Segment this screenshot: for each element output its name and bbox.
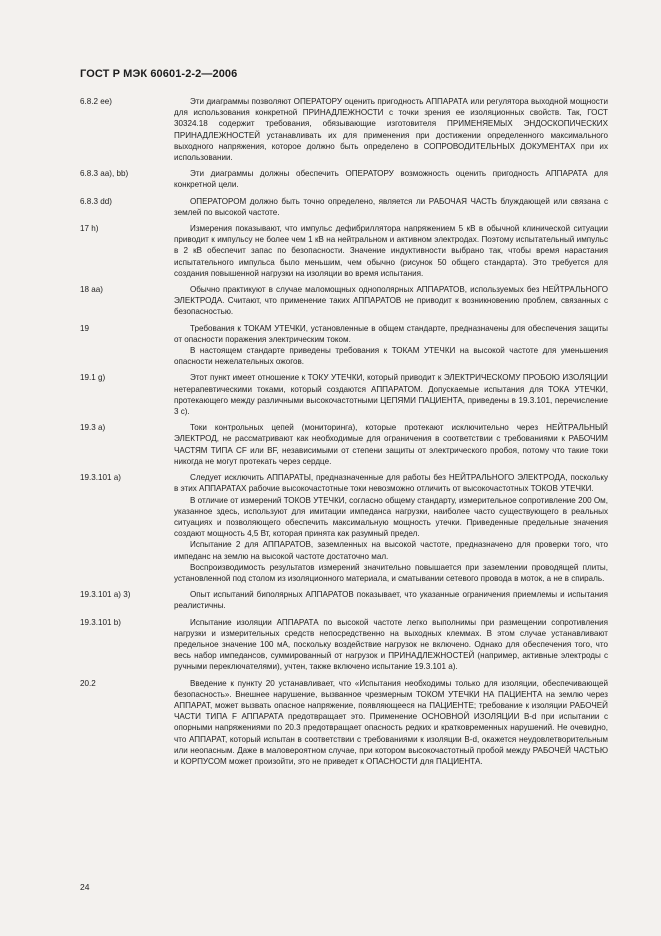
clause-number: 19.3.101 b): [80, 617, 121, 627]
clause-entry: [80, 422, 608, 467]
paragraph: Измерения показывают, что импульс дефибриллятора напряжением 5 кВ в обычной клинической ситуации приводит к импульсу не более чем 1 кВ на нейтральном и активном электродах. Поэтому испытательный импульс в 2 кВ обеспечит запас по безопасности. Значение индуктивности выбрано так, чтобы время нарастания испытательного импульса было меньшим, чем обычно (рисунок 50 общего стандарта). Это требуется для создания повышенной нагрузки на изоляции во время испытания.: [174, 224, 608, 278]
clause-number: 6.8.2 ee): [80, 97, 112, 106]
clause-text: [174, 223, 608, 279]
paragraph: Воспроизводимость результатов измерений значительно повышается при заземлении проводящей плиты, установленной под столом из изоляционного материала, и сматывании сетевого провода в моток, а не в спираль.: [174, 562, 608, 583]
clause-number: 18 aa): [80, 285, 103, 295]
clause-number: 19.3 a): [80, 423, 106, 433]
clause-number: 19.3.101 a) 3): [80, 590, 131, 600]
clause-entry: [80, 96, 608, 163]
clause-text: [174, 323, 608, 368]
clause-number: 6.8.3 dd): [80, 196, 112, 206]
clause-entry: [80, 196, 608, 218]
paragraph: Этот пункт имеет отношение к ТОКУ УТЕЧКИ, который приводит к ЭЛЕКТРИЧЕСКОМУ ПРОБОЮ ИЗОЛЯЦИИ нетерапевтическими токами, который создаются АППАРАТОМ. Допускаемые испытания для ТОКА УТЕЧКИ, протекающего между различными высокочастотными ЦЕПЯМИ ПАЦИЕНТА, приведены в 19.3.101, перечисление 3 с).: [174, 373, 608, 417]
paragraph: Опыт испытаний биполярных АППАРАТОВ показывает, что указанные ограничения приемлемы и испытания реалистичны.: [174, 590, 608, 611]
clause-number: 19: [80, 323, 90, 333]
page-number: 24: [80, 882, 90, 892]
paragraph: Обычно практикуют в случае маломощных однополярных АППАРАТОВ, используемых без НЕЙТРАЛЬНОГО ЭЛЕКТРОДА. Считают, что применение таких АППАРАТОВ не приводит к возникновению проблем, связанных с безопасностью.: [174, 285, 608, 317]
clause-number: 19.1 g): [80, 373, 106, 383]
paragraph: Требования к ТОКАМ УТЕЧКИ, установленные в общем стандарте, предназначены для обеспечения защиты от опасности поражения электрическим током.: [174, 323, 608, 344]
clause-text: [174, 472, 608, 584]
paragraph: В настоящем стандарте приведены требования к ТОКАМ УТЕЧКИ на высокой частоте для уменьшения опасности нежелательных ожогов.: [174, 346, 608, 367]
clause-entry: [80, 372, 608, 417]
paragraph: Следует исключить АППАРАТЫ, предназначенные для работы без НЕЙТРАЛЬНОГО ЭЛЕКТРОДА, поскольку в этих АППАРАТАХ рабочие высокочастотные токи невозможно отличить от высокочастотных ТОКОВ УТЕЧКИ.: [174, 473, 608, 494]
clause-text: [174, 96, 608, 163]
clause-entry: [80, 678, 608, 768]
paragraph: В отличие от измерений ТОКОВ УТЕЧКИ, согласно общему стандарту, измерительное сопротивление 200 Ом, указанное здесь, используют для имитации импеданса нагрузки, наиболее часто существующего в реальных ситуациях и позволяющего обеспечить максимальную мощность утечки. Приведенные предельные значения создают мощность 4,5 Вт, которая принята как разумный предел.: [174, 495, 608, 539]
clause-text: [174, 284, 608, 318]
paragraph: ОПЕРАТОРОМ должно быть точно определено, является ли РАБОЧАЯ ЧАСТЬ блуждающей или связана с землей по высокой частоте.: [174, 196, 608, 217]
paragraph: Испытание изоляции АППАРАТА по высокой частоте легко выполнимы при размещении сопротивления нагрузки и измерительных средств непосредственно на выходных клеммах. В этом случае устанавливают предельное значение 100 мА, поскольку воздействие нагрузок не включено. Однако для обеспечения того, что весь набор импедансов, суммированный от нагрузок и ПРИНАДЛЕЖНОСТЕЙ (например, активные электроды с ручными переключателями), учтен, также включено испытание 19.3.101 а).: [174, 617, 608, 672]
clause-text: [174, 168, 608, 190]
paragraph: Введение к пункту 20 устанавливает, что «Испытания необходимы только для изоляции, обеспечивающей безопасность». Внешнее нарушение, вызванное чрезмерным ТОКОМ УТЕЧКИ НА ПАЦИЕНТА на землю через АППАРАТ, может вызвать опасное напряжение, появляющееся на ПАЦИЕНТЕ; требование к изоляции РАБОЧЕЙ ЧАСТИ ТИПА F АППАРАТА предотвращает это. Применение ОСНОВНОЙ ИЗОЛЯЦИИ B-d при испытании с опорными напряжениями по 20.3 предотвращает опасность редких и кратковременных нарушений. Не очевидно, что АППАРАТ, который испытан в соответствии с требованиями к изоляции B-d, окажется неудовлетворительным или неопасным. Даже в маловероятном случае, при котором высокочастотный пробой между РАБОЧЕЙ ЧАСТЬЮ и КОРПУСОМ может произойти, это не приведет к ОПАСНОСТИ для ПАЦИЕНТА.: [174, 678, 608, 766]
clause-text: [174, 196, 608, 218]
clause-number: 6.8.3 aa), bb): [80, 169, 129, 179]
paragraph: Испытание 2 для АППАРАТОВ, заземленных на высокой частоте, предназначено для проверки того, что импеданс на землю на высокой частоте достаточно мал.: [174, 540, 608, 561]
clause-entry: [80, 284, 608, 318]
clause-number: 19.3.101 a): [80, 473, 121, 483]
clause-text: [174, 617, 608, 673]
clause-entry: [80, 168, 608, 190]
paragraph: Эти диаграммы позволяют ОПЕРАТОРУ оценить пригодность АППАРАТА или регулятора выходной мощности для использования конкретной ПРИНАДЛЕЖНОСТИ с точки зрения ее изоляционных свойств. Так, ГОСТ 30324.18 содержит требования, обязывающие изготовителя ПРИМЕНЯЕМЫХ ЭНДОСКОПИЧЕСКИХ ПРИНАДЛЕЖНОСТЕЙ устанавливать их для применения при достижении определенного максимального выходного напряжения, которое должно быть определено в СОПРОВОДИТЕЛЬНЫХ ДОКУМЕНТАХ при их использовании.: [174, 97, 608, 163]
clause-entry: [80, 323, 608, 368]
clause-number: 20.2: [80, 678, 96, 688]
paragraph: Токи контрольных цепей (мониторинга), которые протекают исключительно через НЕЙТРАЛЬНЫЙ ЭЛЕКТРОД, не рассматривают как необходимые для ограничения в соответствии с требованиями к РАБОЧИМ ЧАСТЯМ ТИПА CF или BF, независимыми от степени защиты от электрического пробоя, потому что такие токи никогда не могут протекать через сердце.: [174, 423, 608, 466]
clause-entry: [80, 472, 608, 584]
document-header: ГОСТ Р МЭК 60601-2-2—2006: [80, 68, 238, 80]
clause-entry: [80, 223, 608, 279]
clause-entry: [80, 617, 608, 673]
clause-text: [174, 678, 608, 768]
clause-text: [174, 589, 608, 611]
clause-text: [174, 422, 608, 467]
clause-entry: [80, 589, 608, 611]
clause-number: 17 h): [80, 224, 99, 234]
paragraph: Эти диаграммы должны обеспечить ОПЕРАТОРУ возможность оценить пригодность АППАРАТА для конкретной цели.: [174, 169, 608, 190]
clause-text: [174, 372, 608, 417]
document-body: [80, 96, 608, 772]
